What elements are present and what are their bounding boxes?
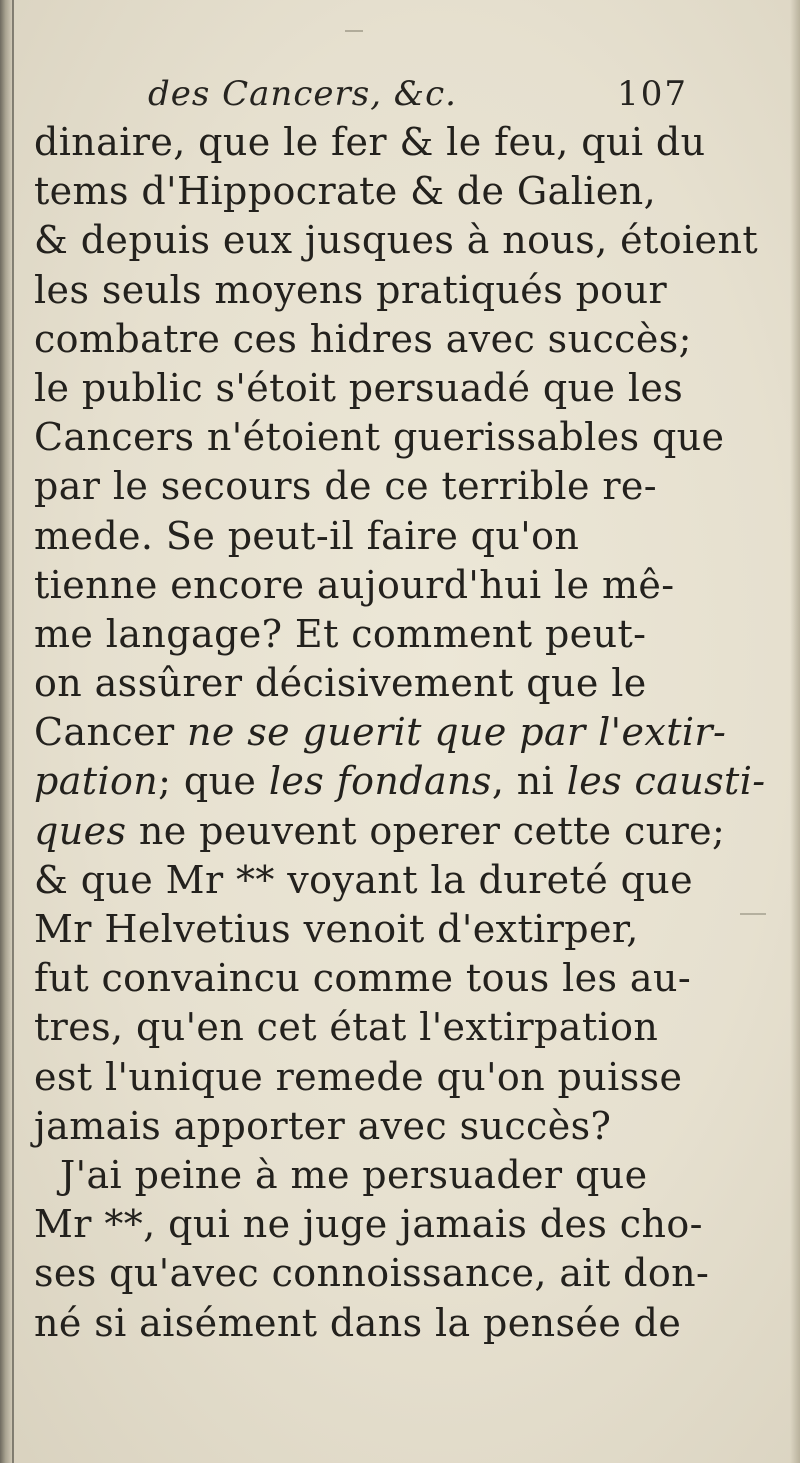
italic-quote: ques	[34, 808, 127, 853]
text-line: Mr **, qui ne juge jamais des cho-	[34, 1202, 703, 1247]
text-line: né si aisément dans la pensée de	[34, 1300, 682, 1345]
paragraph-start-line: J'ai peine à me persuader que	[60, 1152, 648, 1197]
body-text	[34, 118, 766, 1348]
text-line: fut convaincu comme tous les au-	[34, 956, 692, 1001]
paper-mark	[345, 30, 363, 32]
text-line: tienne encore aujourd'hui le mê-	[34, 562, 675, 607]
paper-mark	[740, 913, 766, 915]
text-line: me langage? Et comment peut-	[34, 611, 647, 656]
text-line: tems d'Hippocrate & de Galien,	[34, 169, 657, 214]
text-line: combatre ces hidres avec succès;	[34, 316, 692, 361]
text-segment: ne peuvent operer cette cure;	[126, 808, 726, 853]
text-line: est l'unique remede qu'on puisse	[34, 1054, 683, 1099]
italic-quote: ne se guerit que par l'extir-	[187, 710, 727, 755]
text-line	[34, 757, 766, 806]
text-line: on assûrer décisivement que le	[34, 661, 647, 706]
text-line: ses qu'avec connoissance, ait don-	[34, 1251, 710, 1296]
page-number: 107	[617, 74, 688, 114]
text-line: par le secours de ce terrible re-	[34, 464, 658, 509]
italic-quote: pation	[34, 759, 159, 804]
italic-quote: les causti-	[566, 759, 766, 804]
running-head: des Cancers, &c.	[148, 74, 457, 114]
text-line: & depuis eux jusques à nous, étoient	[34, 218, 758, 263]
text-line: tres, qu'en cet état l'extirpation	[34, 1005, 659, 1050]
text-segment: , ni	[491, 759, 567, 804]
text-segment: Cancer	[34, 710, 188, 755]
text-line: mede. Se peut-il faire qu'on	[34, 513, 580, 558]
text-line: Cancers n'étoient guerissables que	[34, 415, 725, 460]
text-line: le public s'étoit persuadé que les	[34, 365, 684, 410]
text-line: dinaire, que le fer & le feu, qui du	[34, 120, 706, 164]
text-line: Mr Helvetius venoit d'extirper,	[34, 907, 639, 951]
binding-edge-line	[12, 0, 14, 1463]
text-line: jamais apporter avec succès?	[34, 1103, 612, 1148]
page-edge-shadow	[790, 0, 800, 1463]
text-line	[34, 807, 726, 856]
text-segment: ; que	[158, 759, 269, 804]
text-line: & que Mr ** voyant la dureté que	[34, 857, 694, 902]
italic-quote: les fondans	[268, 759, 492, 804]
text-line: les seuls moyens pratiqués pour	[34, 267, 668, 312]
text-line	[34, 708, 727, 757]
page-header	[148, 74, 688, 124]
